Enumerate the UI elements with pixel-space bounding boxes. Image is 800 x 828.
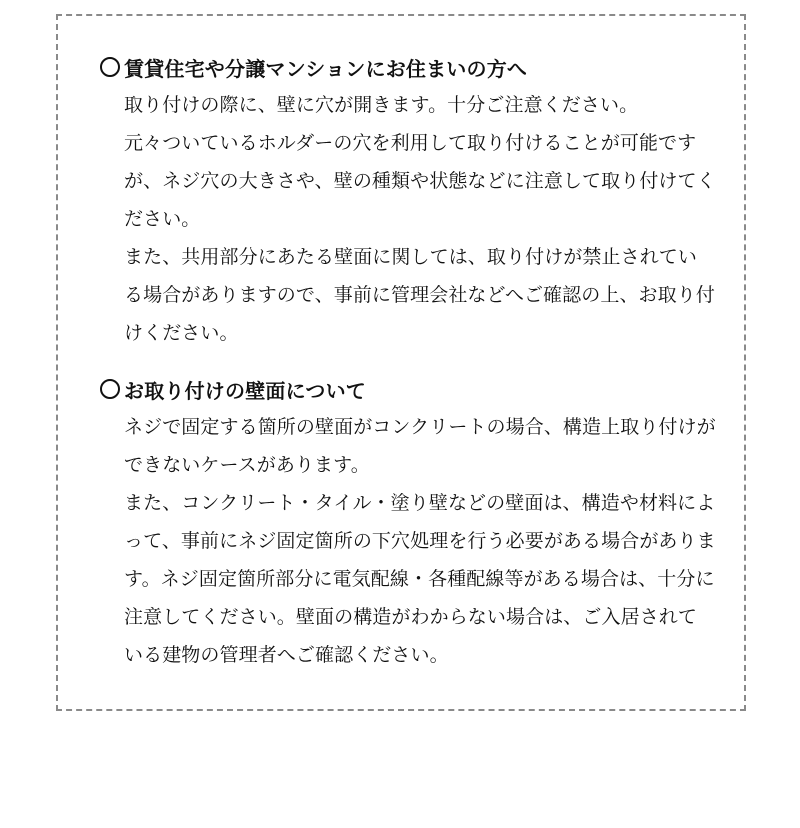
paragraph: 元々ついているホルダーの穴を利用して取り付けることが可能ですが、ネジ穴の大きさや、壁の種類や状態などに注意して取り付けてください。 [124,132,716,230]
section-heading [100,52,720,82]
notice-section-wall-surface [100,374,720,674]
paragraph: また、コンクリート・タイル・塗り壁などの壁面は、構造や材料によって、事前にネジ固定箇所の下穴処理を行う必要がある場合があります。ネジ固定箇所部分に電気配線・各種配線等がある場合は、十分に注意してください。壁面の構造がわからない場合は、ご入居されている建物の管理者へご確認ください。 [124,492,716,666]
paragraph: ネジで固定する箇所の壁面がコンクリートの場合、構造上取り付けができないケースがあります。 [124,416,716,476]
section-heading-text: 賃貸住宅や分譲マンションにお住まいの方へ [124,56,528,81]
notice-box [56,14,746,711]
circle-outline-icon [100,57,120,77]
section-heading-text: お取り付けの壁面について [124,378,366,403]
paragraph: また、共用部分にあたる壁面に関しては、取り付けが禁止されている場合がありますので、事前に管理会社などへご確認の上、お取り付けください。 [124,246,715,344]
section-heading [100,374,720,404]
circle-outline-icon [100,379,120,399]
paragraph: 取り付けの際に、壁に穴が開きます。十分ご注意ください。 [124,94,639,116]
section-body [124,86,716,352]
section-body [124,408,716,674]
notice-section-rental-housing [100,52,720,352]
